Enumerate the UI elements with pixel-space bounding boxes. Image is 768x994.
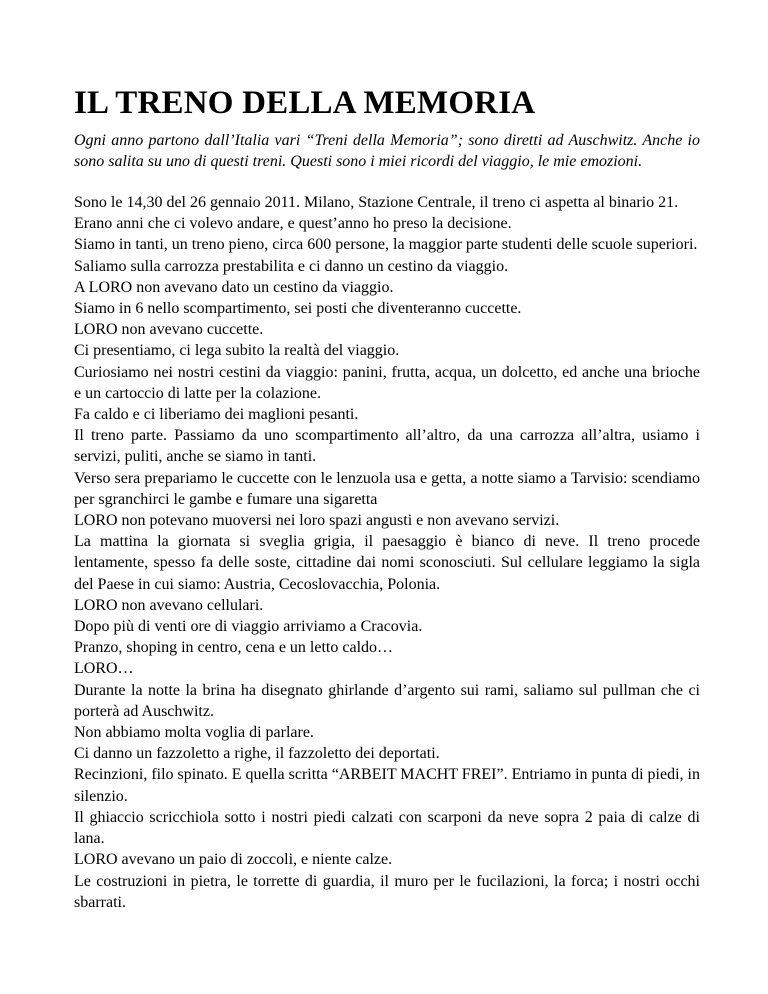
body-paragraph: LORO non potevano muoversi nei loro spazi angusti e non avevano servizi. bbox=[74, 512, 560, 530]
body-paragraph: Curiosiamo nei nostri cestini da viaggio: panini, frutta, acqua, un dolcetto, ed anche una brioche e un cartoccio di latte per la colazione. bbox=[74, 363, 700, 402]
body-paragraph: A LORO non avevano dato un cestino da viaggio. bbox=[74, 278, 394, 296]
body-paragraph: Ci danno un fazzoletto a righe, il fazzoletto dei deportati. bbox=[74, 745, 440, 763]
body-paragraph: Erano anni che ci volevo andare, e quest’anno ho preso la decisione. bbox=[74, 215, 512, 233]
body-paragraph: Pranzo, shoping in centro, cena e un letto caldo… bbox=[74, 639, 394, 657]
document-page bbox=[74, 84, 700, 913]
body-paragraph: Le costruzioni in pietra, le torrette di guardia, il muro per le fucilazioni, la forca; i nostri occhi sbarrati. bbox=[74, 872, 700, 911]
body-paragraph: Siamo in 6 nello scompartimento, sei posti che diventeranno cuccette. bbox=[74, 300, 522, 318]
body-paragraph: Recinzioni, filo spinato. E quella scritta “ARBEIT MACHT FREI”. Entriamo in punta di piedi, in silenzio. bbox=[74, 766, 700, 805]
body-paragraph: Dopo più di venti ore di viaggio arriviamo a Cracovia. bbox=[74, 618, 423, 636]
document-title: IL TRENO DELLA MEMORIA bbox=[74, 85, 536, 121]
body-paragraph: LORO non avevano cellulari. bbox=[74, 596, 264, 614]
body-paragraph: Il ghiaccio scricchiola sotto i nostri piedi calzati con scarponi da neve sopra 2 paia di calze di lana. bbox=[74, 808, 700, 848]
body-paragraph: Il treno parte. Passiamo da uno scompartimento all’altro, da una carrozza all’altra, usiamo i servizi, puliti, anche se siamo in tanti. bbox=[74, 427, 700, 466]
body-paragraph: Siamo in tanti, un treno pieno, circa 600 persone, la maggior parte studenti delle scuole superiori. bbox=[74, 236, 698, 254]
body-paragraph: Fa caldo e ci liberiamo dei maglioni pesanti. bbox=[74, 406, 359, 424]
body-paragraph: Verso sera prepariamo le cuccette con le lenzuola usa e getta, a notte siamo a Tarvisio: scendiamo per sgranchirci le gambe e fumare una sigaretta bbox=[74, 469, 700, 508]
body-paragraph: Sono le 14,30 del 26 gennaio 2011. Milano, Stazione Centrale, il treno ci aspetta al binario 21. bbox=[74, 194, 679, 211]
body-paragraph: LORO avevano un paio di zoccoli, e niente calze. bbox=[74, 851, 393, 869]
document-body bbox=[74, 192, 700, 913]
body-paragraph: Ci presentiamo, ci lega subito la realtà del viaggio. bbox=[74, 342, 400, 360]
body-paragraph: LORO non avevano cuccette. bbox=[74, 321, 264, 339]
body-paragraph: Durante la notte la brina ha disegnato ghirlande d’argento sui rami, saliamo sul pullman che ci porterà ad Auschwitz. bbox=[74, 681, 700, 720]
intro-paragraph: Ogni anno partono dall’Italia vari “Treni della Memoria”; sono diretti ad Auschwitz. Anche io sono salita su uno di questi treni. Questi sono i miei ricordi del viaggio, le mie emozioni. bbox=[74, 132, 700, 170]
body-paragraph: Non abbiamo molta voglia di parlare. bbox=[74, 724, 314, 742]
body-paragraph: Saliamo sulla carrozza prestabilita e ci danno un cestino da viaggio. bbox=[74, 257, 509, 275]
body-paragraph: La mattina la giornata si sveglia grigia, il paesaggio è bianco di neve. Il treno procede lentamente, spesso fa delle soste, cittadine dai nomi sconosciuti. Sul cellulare leggiamo la sigla del Paese in cui siamo: Austria, Cecoslovacchia, Polonia. bbox=[74, 533, 700, 593]
body-paragraph: LORO… bbox=[74, 660, 134, 678]
